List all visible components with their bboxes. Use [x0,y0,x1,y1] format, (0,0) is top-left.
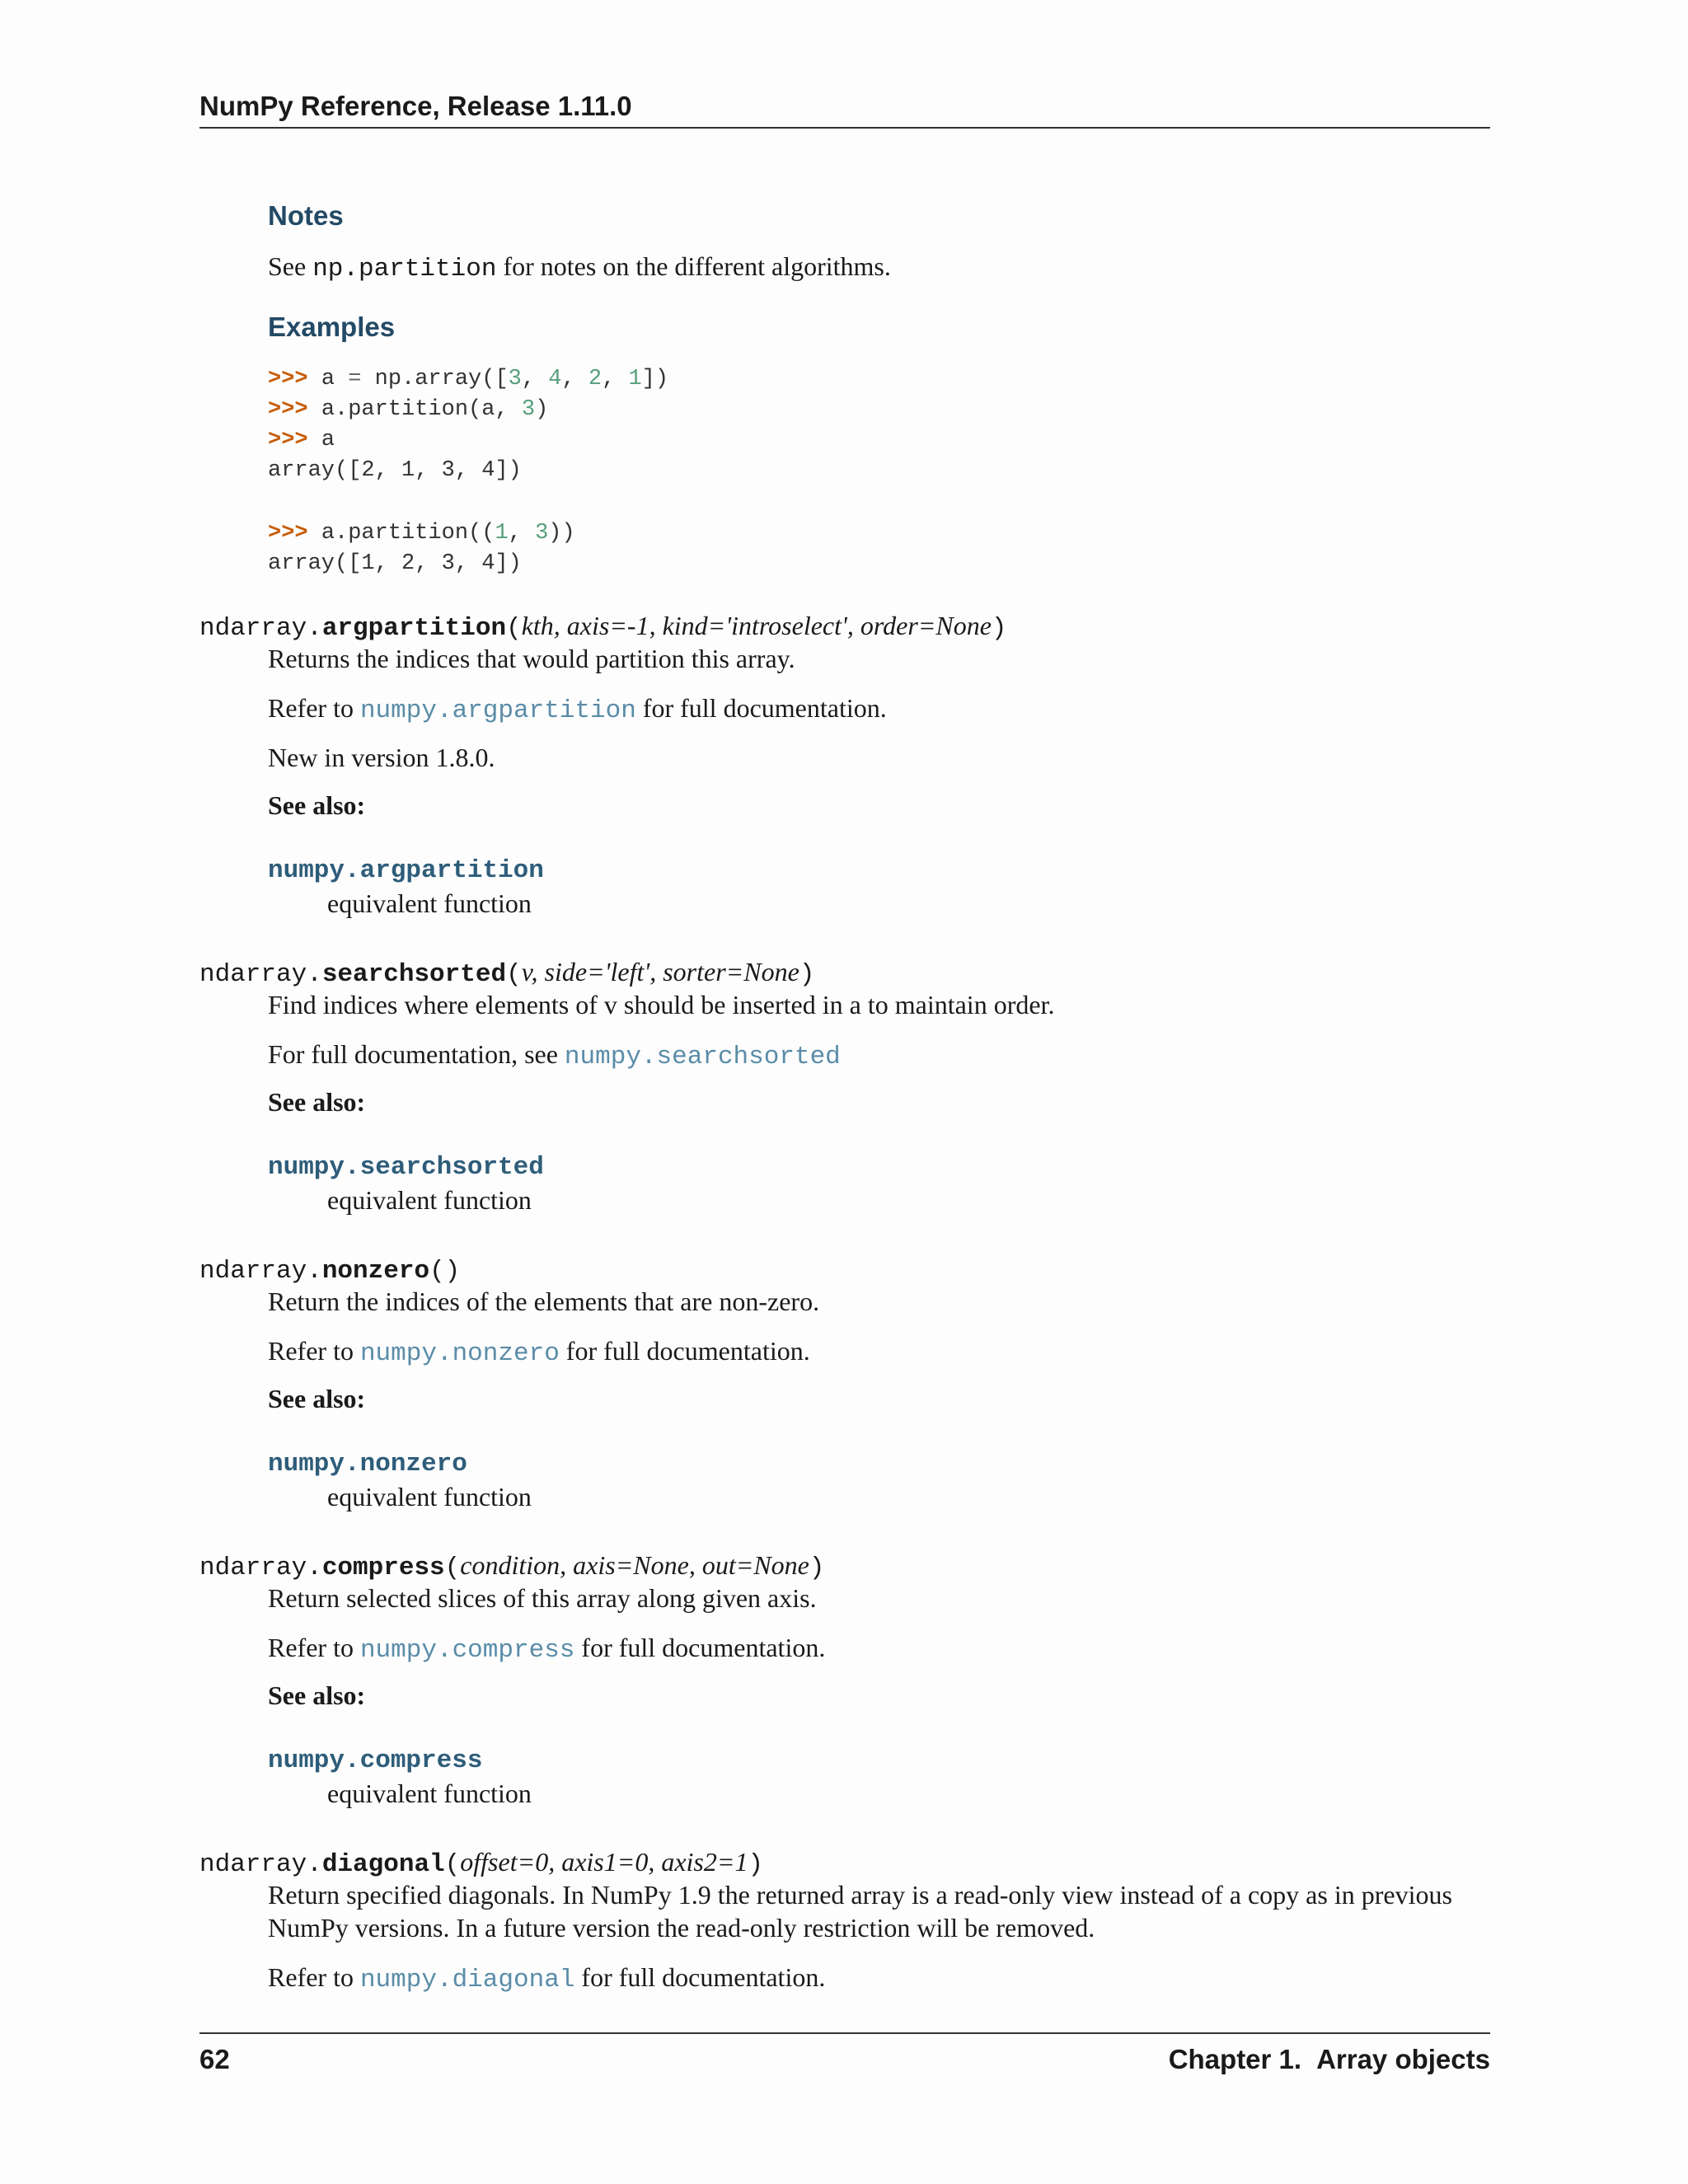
compress-see-also-desc: equivalent function [327,1779,532,1808]
examples-heading: Examples [268,312,396,342]
np-partition-code: np.partition [312,255,497,284]
compress-summary: Return selected slices of this array along given axis. [268,1583,817,1613]
searchsorted-see-also-link[interactable]: numpy.searchsorted [268,1153,544,1182]
nonzero-see-also-link[interactable]: numpy.nonzero [268,1450,467,1479]
compress-see-also-title: See also: [268,1680,366,1710]
searchsorted-full-doc: For full documentation, see numpy.searchsorted [268,1039,841,1071]
argpartition-see-also-link[interactable]: numpy.argpartition [268,856,544,885]
numpy-searchsorted-link[interactable]: numpy.searchsorted [564,1043,841,1071]
argpartition-signature: ndarray.argpartition(kth, axis=-1, kind='introselect', order=None) [199,611,1007,643]
notes-paragraph: See np.partition for notes on the different algorithms. [268,251,891,284]
numpy-argpartition-link[interactable]: numpy.argpartition [359,696,636,725]
nonzero-signature: ndarray.nonzero() [199,1257,461,1286]
nonzero-see-also-desc: equivalent function [327,1482,532,1511]
diagonal-refer: Refer to numpy.diagonal for full documentation. [268,1962,826,1994]
nonzero-see-also-title: See also: [268,1384,366,1413]
diagonal-signature: ndarray.diagonal(offset=0, axis1=0, axis2=1) [199,1847,764,1879]
numpy-diagonal-link[interactable]: numpy.diagonal [359,1966,575,1994]
diagonal-summary: Return specified diagonals. In NumPy 1.9 the returned array is a read-only view instead of a copy as in previous NumPy versions. In a future version the read-only restriction will be removed. [268,1880,1452,1943]
argpartition-summary: Returns the indices that would partition this array. [268,644,795,673]
compress-signature: ndarray.compress(condition, axis=None, out=None) [199,1550,825,1582]
nonzero-summary: Return the indices of the elements that are non-zero. [268,1286,820,1316]
chapter-title: Chapter 1. Array objects [1168,2044,1490,2074]
numpy-compress-link[interactable]: numpy.compress [359,1636,575,1665]
example-code-block-1: >>> a = np.array([3, 4, 2, 1]) >>> a.partition(a, 3) >>> a array([2, 1, 3, 4]) [268,367,669,483]
numpy-nonzero-link[interactable]: numpy.nonzero [359,1339,560,1368]
argpartition-see-also-title: See also: [268,790,366,820]
compress-see-also-link[interactable]: numpy.compress [268,1746,483,1775]
argpartition-refer: Refer to numpy.argpartition for full documentation. [268,693,887,725]
nonzero-refer: Refer to numpy.nonzero for full documentation. [268,1336,810,1368]
running-header [199,91,1490,129]
argpartition-version-note: New in version 1.8.0. [268,743,495,772]
example-code-block-2: >>> a.partition((1, 3)) array([1, 2, 3, 4]) [268,521,575,576]
searchsorted-signature: ndarray.searchsorted(v, side='left', sorter=None) [199,957,815,989]
searchsorted-see-also-desc: equivalent function [327,1185,532,1215]
header-title: NumPy Reference, Release 1.11.0 [199,91,632,121]
searchsorted-see-also-title: See also: [268,1087,366,1117]
compress-refer: Refer to numpy.compress for full documentation. [268,1633,826,1665]
notes-heading: Notes [268,200,344,231]
running-footer [199,2032,1490,2075]
searchsorted-summary: Find indices where elements of v should be inserted in a to maintain order. [268,990,1055,1019]
argpartition-see-also-desc: equivalent function [327,888,532,918]
page-number: 62 [199,2044,230,2074]
